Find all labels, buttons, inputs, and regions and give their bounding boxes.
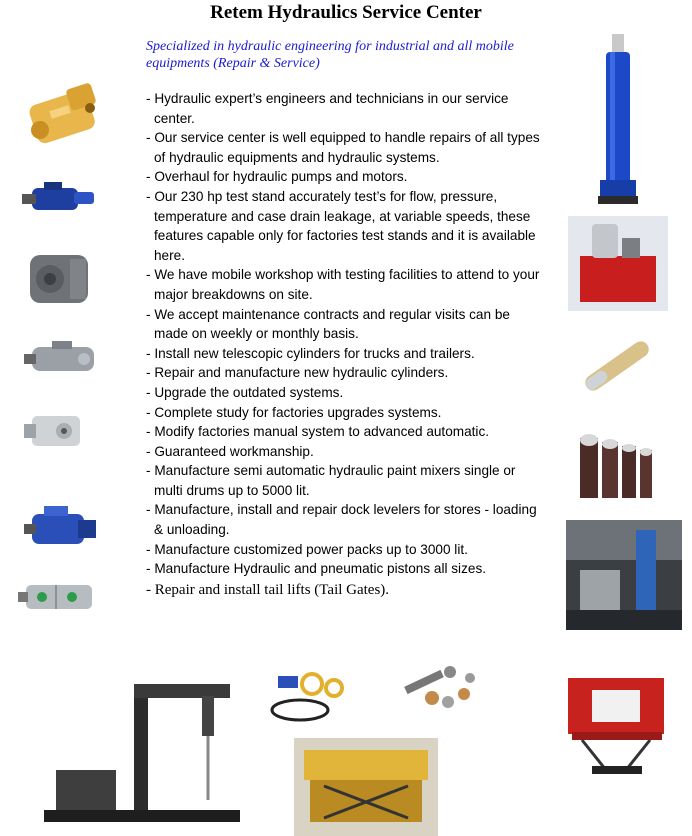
services-list (146, 89, 541, 600)
power-pack-image (568, 216, 668, 311)
tail-lift-image (562, 668, 672, 784)
gear-pump-image (22, 406, 92, 456)
service-item: - Modify factories manual system to advanced automatic. (146, 422, 541, 442)
service-item: - Overhaul for hydraulic pumps and motors. (146, 167, 541, 187)
service-item: - Manufacture, install and repair dock levelers for stores - loading & unloading. (146, 500, 541, 539)
chrome-rod-image (572, 330, 658, 400)
dock-leveler-image (294, 738, 438, 836)
service-item: - We have mobile workshop with testing facilities to attend to your major breakdowns on site. (146, 265, 541, 304)
yellow-pump-image (20, 78, 110, 150)
service-item: - Complete study for factories upgrades systems. (146, 403, 541, 423)
pump-parts-kit-image (398, 658, 484, 718)
paint-mixer-image (44, 670, 240, 832)
service-item: - Our 230 hp test stand accurately test’s for flow, pressure, temperature and case drain leakage, at variable speeds, these features capable only for factories test stands and it is available here. (146, 187, 541, 265)
service-item: - We accept maintenance contracts and regular visits can be made on weekly or monthly basis. (146, 305, 541, 344)
service-item: - Repair and manufacture new hydraulic cylinders. (146, 363, 541, 383)
service-item: - Upgrade the outdated systems. (146, 383, 541, 403)
page-title: Retem Hydraulics Service Center (210, 2, 482, 23)
steel-tubes-image (576, 428, 662, 500)
blue-pump-image (18, 178, 98, 218)
seal-kit-image (264, 664, 356, 726)
service-item: - Install new telescopic cylinders for trucks and trailers. (146, 344, 541, 364)
double-gear-pump-image (16, 577, 102, 617)
service-item: - Manufacture customized power packs up to 3000 lit. (146, 540, 541, 560)
blue-piston-pump-image (22, 502, 100, 556)
silver-pump-image (22, 337, 102, 381)
page-subtitle: Specialized in hydraulic engineering for industrial and all mobile equipments (Repair & Service) (146, 39, 514, 71)
service-item: - Guaranteed workmanship. (146, 442, 541, 462)
service-item: - Hydraulic expert’s engineers and technicians in our service center. (146, 89, 541, 128)
service-item: - Repair and install tail lifts (Tail Gates). (146, 581, 541, 601)
grey-pump-image (22, 245, 98, 311)
service-item: - Our service center is well equipped to handle repairs of all types of hydraulic equipments and hydraulic systems. (146, 128, 541, 167)
blue-telescopic-cylinder-image (590, 30, 646, 208)
service-item: - Manufacture Hydraulic and pneumatic pistons all sizes. (146, 559, 541, 579)
workshop-photo-image (566, 520, 682, 630)
service-item: - Manufacture semi automatic hydraulic paint mixers single or multi drums up to 5000 lit. (146, 461, 541, 500)
